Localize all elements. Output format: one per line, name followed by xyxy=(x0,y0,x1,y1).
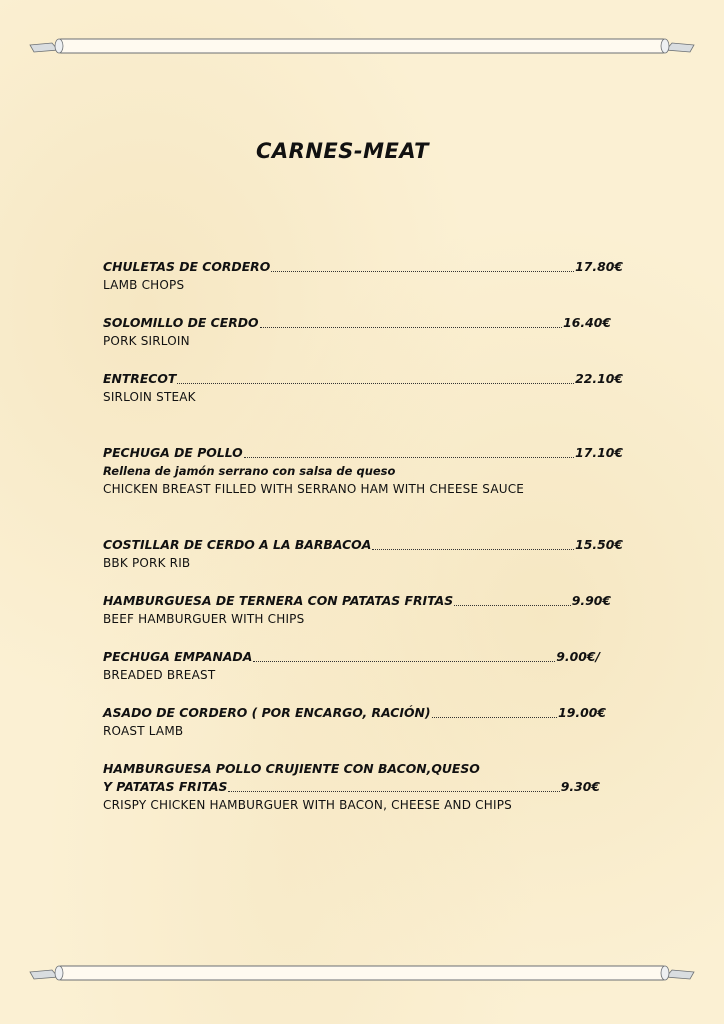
item-line xyxy=(103,314,611,332)
item-price: 9.90€ xyxy=(571,593,611,608)
item-desc-en: BEEF HAMBURGUER WITH CHIPS xyxy=(103,612,305,626)
item-name: Y PATATAS FRITAS xyxy=(103,779,228,794)
item-desc-en: BBK PORK RIB xyxy=(103,556,191,570)
dot-leader xyxy=(454,604,571,606)
item-desc-en: SIRLOIN STEAK xyxy=(103,390,196,404)
menu-item xyxy=(103,704,606,740)
item-price: 16.40€ xyxy=(563,315,611,330)
menu-item xyxy=(103,370,623,406)
menu-item xyxy=(103,760,600,814)
item-line xyxy=(103,536,623,554)
item-line xyxy=(103,648,600,666)
item-desc-en: CHICKEN BREAST FILLED WITH SERRANO HAM WITH CHEESE SAUCE xyxy=(103,482,525,496)
item-name: PECHUGA DE POLLO xyxy=(103,445,243,460)
bottom-scroll-ornament xyxy=(28,963,696,985)
item-line xyxy=(103,704,606,722)
item-price: 19.00€ xyxy=(558,705,606,720)
item-price: 15.50€ xyxy=(575,537,623,552)
item-desc-en: ROAST LAMB xyxy=(103,724,184,738)
menu-item xyxy=(103,314,611,350)
item-name: PECHUGA EMPANADA xyxy=(103,649,253,664)
item-price: 22.10€ xyxy=(575,371,623,386)
item-line xyxy=(103,258,623,276)
item-desc-en: PORK SIRLOIN xyxy=(103,334,190,348)
page-title: CARNES-MEAT xyxy=(256,139,429,163)
item-desc-en: BREADED BREAST xyxy=(103,668,216,682)
menu-item xyxy=(103,648,600,684)
dot-leader xyxy=(244,456,574,458)
item-price: 9.30€ xyxy=(560,779,600,794)
item-line xyxy=(103,370,623,388)
dot-leader xyxy=(177,382,574,384)
item-desc-en: CRISPY CHICKEN HAMBURGUER WITH BACON, CHEESE AND CHIPS xyxy=(103,798,512,812)
item-line xyxy=(103,444,623,462)
dot-leader xyxy=(260,326,563,328)
item-line xyxy=(103,778,600,796)
item-price: 9.00€/ xyxy=(556,649,600,664)
item-price: 17.80€ xyxy=(575,259,623,274)
item-name: CHULETAS DE CORDERO xyxy=(103,259,271,274)
dot-leader xyxy=(432,716,558,718)
item-desc-en: LAMB CHOPS xyxy=(103,278,185,292)
menu-item xyxy=(103,444,623,498)
item-line xyxy=(103,592,611,610)
item-name: SOLOMILLO DE CERDO xyxy=(103,315,259,330)
menu-item xyxy=(103,258,623,294)
item-name: ENTRECOT xyxy=(103,371,177,386)
menu-item xyxy=(103,592,611,628)
item-name: ASADO DE CORDERO ( POR ENCARGO, RACIÓN) xyxy=(103,705,431,720)
item-name: HAMBURGUESA DE TERNERA CON PATATAS FRITAS xyxy=(103,593,454,608)
dot-leader xyxy=(228,790,559,792)
dot-leader xyxy=(271,270,574,272)
dot-leader xyxy=(372,548,574,550)
item-desc-es: Rellena de jamón serrano con salsa de queso xyxy=(103,464,396,478)
item-name-line1: HAMBURGUESA POLLO CRUJIENTE CON BACON,QUESO xyxy=(103,761,480,776)
item-name: COSTILLAR DE CERDO A LA BARBACOA xyxy=(103,537,372,552)
menu-list xyxy=(103,258,623,814)
item-price: 17.10€ xyxy=(575,445,623,460)
dot-leader xyxy=(253,660,555,662)
menu-item xyxy=(103,536,623,572)
top-scroll-ornament xyxy=(28,36,696,58)
